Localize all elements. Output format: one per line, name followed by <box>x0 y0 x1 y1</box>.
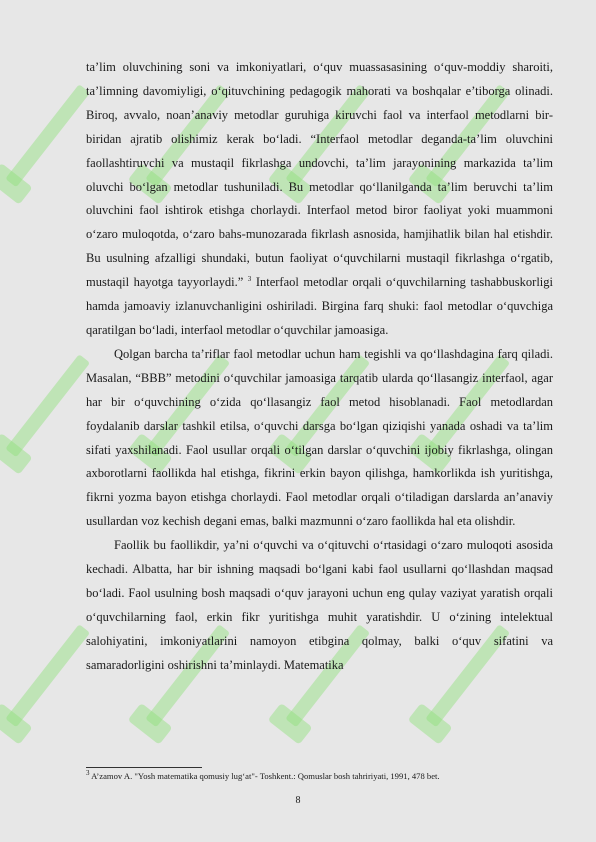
paragraph-text: Interfaol metodlar orqali o‘quvchilarning tashabbuskorligi hamda jamoaviy izlanuvchanligini oshiriladi. Birgina farq shuki: faol metodlar o‘quvchiga qaratilgan bo‘ladi, interfaol metodlar o‘quvchilar jamoasiga. <box>86 275 553 337</box>
footnote-text: A’zamov A. "Yosh matematika qomusiy lug‘at"- Toshkent.: Qomuslar bosh tahririyati, 1991, 478 bet. <box>89 771 440 781</box>
footnote-reference: 3 <box>247 275 252 283</box>
footnote-separator <box>86 767 202 768</box>
footnote-marker: 3 <box>86 769 90 778</box>
paragraph <box>86 343 553 534</box>
paragraph-text: Faollik bu faollikdir, ya’ni o‘quvchi va o‘qituvchi o‘rtasidagi o‘zaro muloqoti asosida kechadi. Albatta, har bir ishning maqsadi bo‘lgani kabi faol usullarni qo‘llashdan maqsad bo‘ladi. Faol usulning bosh maqsadi o‘quv jarayoni uchun eng qulay vaziyat yaratish orqali o‘quvchilarning faol, erkin fikr yuritishga muhit yaratishdir. U o‘zining intelektual salohiyatini, imkoniyatlarini namoyon etibgina qolmay, balki o‘quv sifatini va samaradorligini oshirishni ta’minlaydi. Matematika <box>86 538 553 672</box>
paragraph <box>86 56 553 343</box>
paragraph-text: ta’lim oluvchining soni va imkoniyatlari, o‘quv muassasasining o‘quv-moddiy sharoiti, ta’limning davomiyligi, o‘qituvchining pedagogik mahorati va boshqalar e’tiborga olinadi. Biroq, avvalo, noan’anaviy metodlar guruhiga kiruvchi faol va interfaol metodlarni bir-biridan ajratib olishimiz kerak bo‘ladi. “Interfaol metodlar deganda-ta’lim oluvchini faollashtiruvchi va mustaqil fikrlashga undovchi, ta’lim jarayonining markazida ta’lim oluvchi bo‘lgan metodlar tushuniladi. Bu metodlar qo‘llanilganda ta’lim beruvchi ta’lim oluvchini faol ishtirok etishga chorlaydi. Interfaol metod biror faoliyat yoki muammoni o‘zaro muloqotda, o‘zaro bahs-munozarada fikrlash asnosida, hamjihatlik bilan hal etishdir. Bu usulning afzalligi shundaki, butun faoliyat o‘quvchilarni mustaqil fikrlashga o‘rgatib, mustaqil hayotga tayyorlaydi.” <box>86 60 553 290</box>
page-number: 8 <box>295 795 301 806</box>
document-body <box>86 56 553 678</box>
footnote <box>86 771 556 782</box>
paragraph-text: Qolgan barcha ta’riflar faol metodlar uchun ham tegishli va qo‘llashdagina farq qiladi. Masalan, “BBB” metodini o‘quvchilar jamoasiga tarqatib ularda qo‘llasangiz interfaol, agar har bir o‘quvchining o‘zida qo‘llasangiz faol metod hisoblanadi. Faol metodlardan foydalanib darslar tashkil etilsa, o‘quvchi darsga bo‘lgan qiziqishi yanada oshadi va ta’lim sifati yaxshilanadi. Faol usullar orqali o‘tilgan darslar o‘quvchini ijobiy fikrlashga, olingan axborotlarni faollikda hal etishga, fikrini erkin bayon qilishga, hamkorlikda ish yuritishga, fikrni yozma bayon etishga chorlaydi. Faol metodlar orqali o‘tiladigan darslarda an’anaviy usullardan voz kechish degani emas, balki mazmunni o‘zaro faollikda hal eta olishdir. <box>86 346 553 529</box>
paragraph <box>86 534 553 677</box>
